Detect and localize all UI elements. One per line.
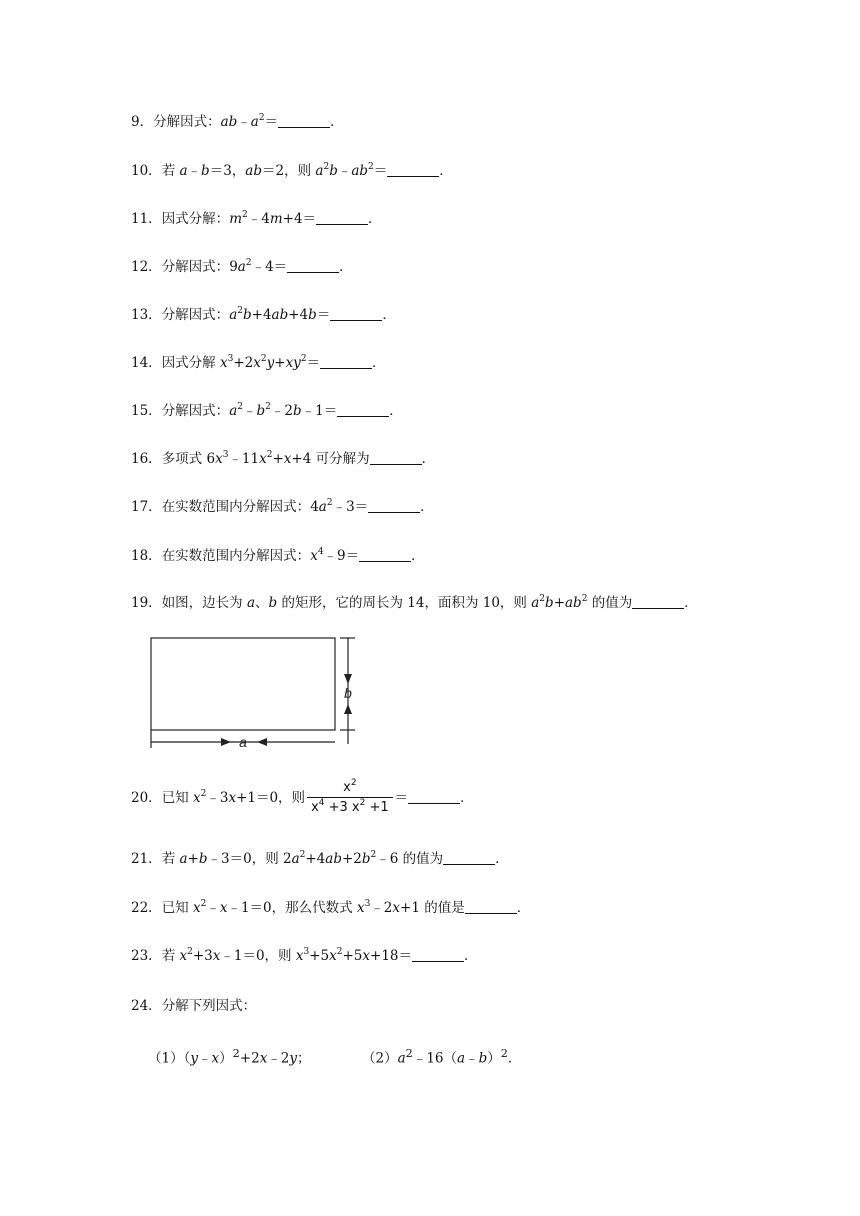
question-14: 14．因式分解 $x^3+2x^2y+xy^2=$ ． [131,354,386,371]
question-24: 24．分解下列因式： [131,998,257,1014]
question-19: 19．如图，边长为 a、b 的矩形，它的周长为 14，面积为 10，则 $a^2b+ab^2$ 的值为 ． [131,594,698,611]
arrow-right-icon [221,738,231,746]
label-a: a [239,734,247,750]
answer-blank[interactable] [316,210,368,225]
answer-blank[interactable] [465,899,517,914]
question-10: 10．若 a﹣b＝3，ab＝2，则 $a^2b﹣ab^2=$ ． [131,162,453,179]
question-18: 18．在实数范围内分解因式：$x^4﹣9=$ ． [131,547,425,564]
question-23: 23．若 $x^2+3x﹣1=0$，则 $x^3+5x^2+5x+18=$ ． [131,947,478,964]
answer-blank[interactable] [408,789,460,804]
answer-blank[interactable] [632,594,684,609]
rectangle-figure [145,630,365,750]
arrow-down-icon [344,674,352,684]
question-11: 11．因式分解：$m^2﹣4m+4=$ ． [131,210,382,227]
answer-blank[interactable] [337,402,389,417]
arrow-up-icon [344,704,352,714]
question-13: 13．分解因式：$a^2b+4ab+4b=$ ． [131,306,396,323]
answer-blank[interactable] [320,354,372,369]
question-17: 17．在实数范围内分解因式：$4a^2﹣3=$ ． [131,498,434,515]
answer-blank[interactable] [370,450,422,465]
answer-blank[interactable] [368,498,420,513]
answer-blank[interactable] [287,258,339,273]
answer-blank[interactable] [443,850,495,865]
question-12: 12．分解因式：$9a^2﹣4=$ ． [131,258,353,275]
q24-part-1: （1）（y﹣x）$^2$+2x﹣2y； [148,1047,311,1067]
fraction: $\frac{x^2}{x^4 +3 x^2 +1}$ [307,779,393,818]
label-b: b [344,685,352,701]
question-15: 15．分解因式：$a^2﹣b^2﹣2b﹣1=$ ． [131,402,403,419]
rectangle-outline [151,638,335,730]
answer-blank[interactable] [330,306,382,321]
question-20: 20．已知 $x^2﹣3x+1=0$，则 $\frac{x^2}{x^4 +3 x^2 +1}$ ＝ ． [131,778,474,818]
question-16: 16．多项式 $6x^3﹣11x^2+x+4$ 可分解为 ． [131,450,436,467]
answer-blank[interactable] [359,547,411,562]
answer-blank[interactable] [278,113,330,128]
question-22: 22．已知 $x^2﹣x﹣1=0$，那么代数式 $x^3﹣2x+1$ 的值是 ． [131,899,531,916]
q24-part-2: $(2)a^2﹣16(a﹣b)^2$． [362,1047,522,1067]
question-9: 9．分解因式：$ab﹣a^2=$ ． [131,113,344,130]
question-21: 21．若 a+b﹣3＝0，则 $2a^2+4ab+2b^2﹣6$ 的值为 ． [131,850,509,867]
answer-blank[interactable] [387,162,439,177]
arrow-left-icon [257,738,267,746]
answer-blank[interactable] [412,947,464,962]
